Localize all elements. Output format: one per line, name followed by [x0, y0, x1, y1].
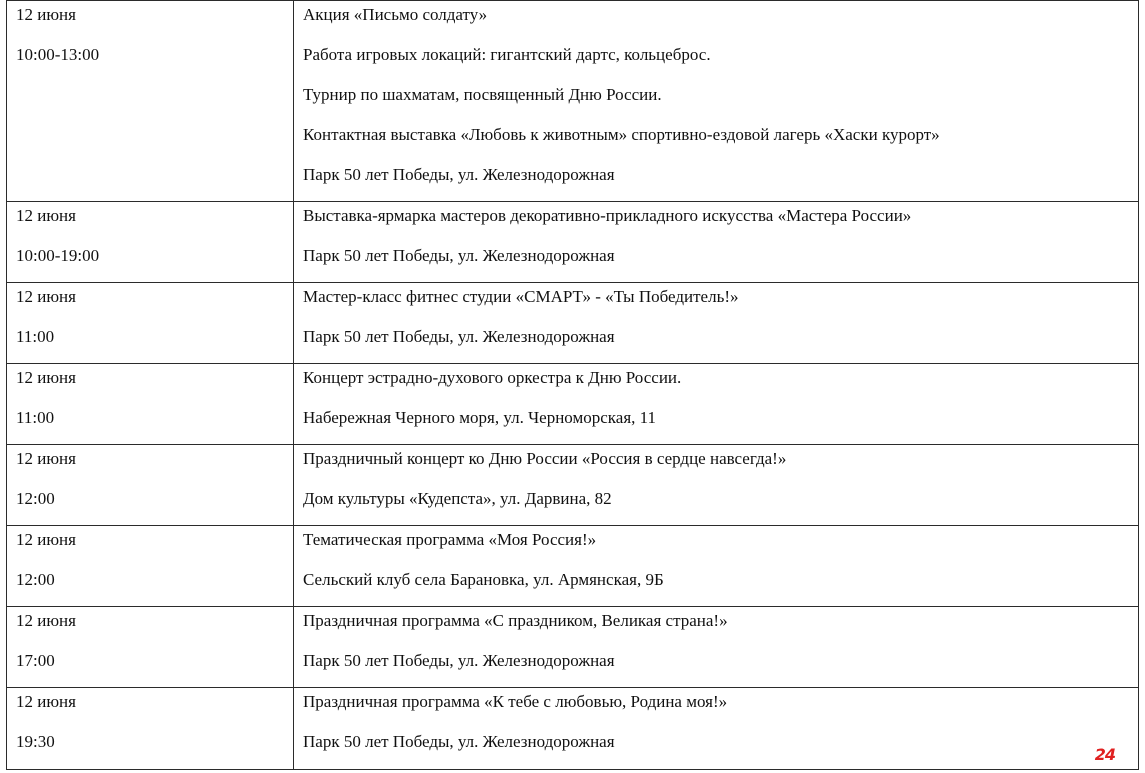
event-activity: Контактная выставка «Любовь к животным» спортивно-ездовой лагерь «Хаски курорт»	[303, 125, 940, 144]
event-location: Сельский клуб села Барановка, ул. Армянская, 9Б	[303, 570, 664, 589]
event-details-cell	[294, 283, 1139, 364]
event-row	[7, 202, 1139, 283]
event-time: 19:30	[16, 732, 55, 751]
event-row	[7, 1, 1139, 202]
event-row	[7, 526, 1139, 607]
event-title: Выставка-ярмарка мастеров декоративно-прикладного искусства «Мастера России»	[303, 206, 912, 225]
event-details-cell	[294, 688, 1139, 770]
event-time: 11:00	[16, 327, 55, 346]
event-location: Парк 50 лет Победы, ул. Железнодорожная	[303, 732, 615, 751]
event-location: Парк 50 лет Победы, ул. Железнодорожная	[303, 246, 615, 265]
event-location: Набережная Черного моря, ул. Черноморская, 11	[303, 408, 657, 427]
event-location: Парк 50 лет Победы, ул. Железнодорожная	[303, 651, 615, 670]
event-row	[7, 607, 1139, 688]
event-time: 17:00	[16, 651, 55, 670]
event-location: Парк 50 лет Победы, ул. Железнодорожная	[303, 165, 615, 184]
event-details-cell	[294, 607, 1139, 688]
event-location: Парк 50 лет Победы, ул. Железнодорожная	[303, 327, 615, 346]
channel-logo-watermark: 24	[1094, 745, 1115, 764]
event-date: 12 июня	[16, 5, 76, 24]
event-details-cell	[294, 364, 1139, 445]
event-time: 11:00	[16, 408, 55, 427]
event-activity: Турнир по шахматам, посвященный Дню России.	[303, 85, 662, 104]
event-row	[7, 688, 1139, 770]
date-time-cell	[7, 526, 294, 607]
date-time-cell	[7, 688, 294, 770]
event-date: 12 июня	[16, 449, 76, 468]
date-time-cell	[7, 364, 294, 445]
event-details-cell	[294, 445, 1139, 526]
event-row	[7, 283, 1139, 364]
event-time: 10:00-19:00	[16, 246, 100, 265]
event-title: Праздничная программа «С праздником, Великая страна!»	[303, 611, 728, 630]
date-time-cell	[7, 1, 294, 202]
event-date: 12 июня	[16, 611, 76, 630]
event-title: Праздничная программа «К тебе с любовью, Родина моя!»	[303, 692, 728, 711]
event-title: Праздничный концерт ко Дню России «Россия в сердце навсегда!»	[303, 449, 787, 468]
event-details-cell	[294, 1, 1139, 202]
event-row	[7, 364, 1139, 445]
event-date: 12 июня	[16, 287, 76, 306]
event-time: 12:00	[16, 489, 55, 508]
event-date: 12 июня	[16, 368, 76, 387]
event-activity: Работа игровых локаций: гигантский дартс, кольцеброс.	[303, 45, 711, 64]
schedule-table	[6, 0, 1139, 770]
date-time-cell	[7, 283, 294, 364]
event-location: Дом культуры «Кудепста», ул. Дарвина, 82	[303, 489, 612, 508]
event-time: 10:00-13:00	[16, 45, 100, 64]
event-title: Мастер-класс фитнес студии «СМАРТ» - «Ты Победитель!»	[303, 287, 739, 306]
event-date: 12 июня	[16, 206, 76, 225]
event-title: Концерт эстрадно-духового оркестра к Дню России.	[303, 368, 682, 387]
event-row	[7, 445, 1139, 526]
date-time-cell	[7, 445, 294, 526]
event-date: 12 июня	[16, 530, 76, 549]
event-time: 12:00	[16, 570, 55, 589]
event-details-cell	[294, 526, 1139, 607]
date-time-cell	[7, 202, 294, 283]
event-title: Акция «Письмо солдату»	[303, 5, 488, 24]
event-date: 12 июня	[16, 692, 76, 711]
date-time-cell	[7, 607, 294, 688]
event-title: Тематическая программа «Моя Россия!»	[303, 530, 597, 549]
event-details-cell	[294, 202, 1139, 283]
